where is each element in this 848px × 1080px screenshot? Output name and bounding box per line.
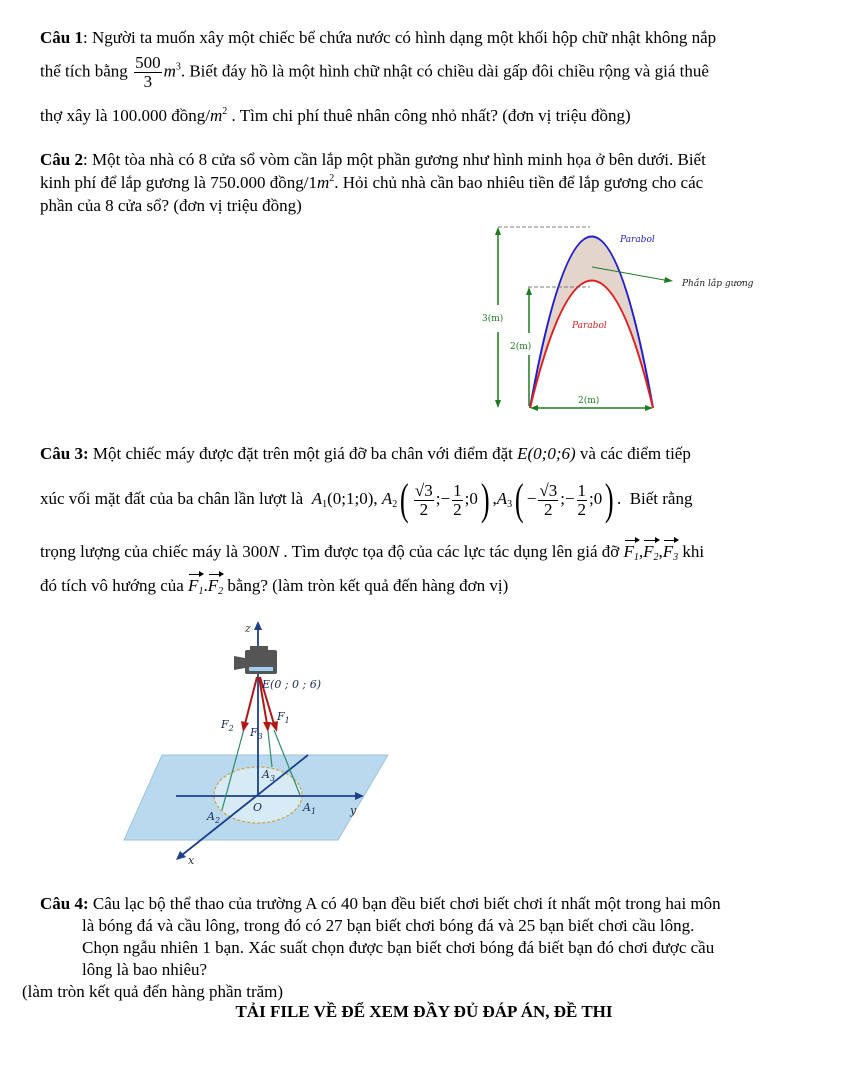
- vector-f1: [624, 542, 639, 562]
- download-banner: [0, 1002, 848, 1022]
- q3-text-3c: khi: [678, 542, 705, 561]
- q2-label: Câu 2: [40, 150, 83, 169]
- vector-symbol: F: [623, 542, 634, 561]
- q3-text-1b: và các điểm tiếp: [575, 444, 691, 463]
- separator: ;: [435, 488, 441, 508]
- q4-line-4: [82, 960, 207, 980]
- origin-label: O: [253, 801, 263, 814]
- fraction-denominator: 2: [577, 499, 587, 519]
- outer-parabola-label: Parabol: [620, 235, 655, 245]
- x-axis-label: x: [188, 854, 195, 867]
- q3-text-3a: trọng lượng của chiếc máy là 300: [40, 542, 268, 561]
- minus-sign: −: [440, 488, 451, 508]
- fraction-numerator: 1: [453, 480, 462, 500]
- vector-f3: [663, 542, 678, 562]
- point-a2: A: [381, 488, 393, 508]
- q4-text-3: Chọn ngẫu nhiên 1 bạn. Xác suất chọn được bạn biết chơi bóng đá biết bạn đó chơi được cầu: [82, 938, 715, 957]
- arrow-up-icon: [495, 227, 501, 235]
- q2-line-1: [40, 150, 706, 170]
- separator: ;: [589, 488, 594, 508]
- area-exponent: 2: [222, 106, 228, 117]
- point-e: E(0;0;6): [517, 444, 576, 463]
- q3-line-1: [40, 444, 691, 464]
- machine-camera-icon: [234, 646, 277, 674]
- vector-symbol: F: [188, 576, 199, 595]
- separator: ;: [560, 488, 565, 508]
- point-a1: A: [311, 488, 323, 508]
- download-text: TẢI FILE VỀ ĐỂ XEM ĐẦY ĐỦ ĐÁP ÁN, ĐỀ THI: [235, 1002, 613, 1021]
- inner-parabola: [530, 281, 653, 409]
- q1-text-2a: thể tích bằng: [40, 61, 128, 81]
- q2-area-exponent: 2: [329, 173, 335, 184]
- q4-label: Câu 4:: [40, 894, 89, 913]
- q4-text-2: là bóng đá và cầu lông, trong đó có 27 bạn biết chơi bóng đá và 25 bạn biết chơi cầu lông.: [82, 916, 695, 935]
- arch-window-figure: [470, 215, 790, 415]
- q1-text-3a: thợ xây là 100.000 đồng/: [40, 106, 210, 125]
- q4-line-1: [40, 894, 721, 914]
- q2-line-2: [40, 173, 703, 193]
- a3-subscript: 3: [507, 498, 513, 510]
- f3-label: $F_3$: [250, 726, 263, 741]
- vector-symbol: F: [643, 542, 654, 561]
- q3-text-2b: Biết rằng: [629, 488, 693, 508]
- force-f2-arrow-icon: [241, 721, 249, 732]
- q3-text-3b: . Tìm được tọa độ của các lực tác dụng lên giá đỡ: [279, 542, 624, 561]
- q2-area-unit: m: [316, 173, 330, 192]
- a2-y-fraction: [452, 482, 463, 519]
- vector-symbol: F: [207, 576, 219, 595]
- q2-text-3: phần của 8 cửa sổ? (đơn vị triệu đồng): [40, 196, 302, 215]
- q1-line-2: [40, 54, 709, 91]
- vector-f1: [188, 576, 203, 596]
- a3-z: 0: [593, 488, 603, 508]
- fraction-denominator: 3: [143, 72, 153, 91]
- vector-subscript: 3: [673, 552, 679, 563]
- q2-line-3: [40, 196, 302, 216]
- inner-height-label: 2(m): [510, 342, 532, 352]
- q3-line-4: đó tích vô hướng của $F_1.F_2$ bằng? (làm tròn kết quả đến hàng đơn vị): [40, 576, 509, 597]
- point-a3: A: [496, 488, 508, 508]
- z-axis-label: z: [245, 622, 251, 635]
- q3-text-4b: bằng? (làm tròn kết quả đến hàng đơn vị): [223, 576, 509, 595]
- y-axis-label: y: [350, 804, 357, 817]
- vector-f2: [643, 542, 658, 562]
- q1-text-1: : Người ta muốn xây một chiếc bể chứa nước có hình dạng một khối hộp chữ nhật không nắp: [82, 28, 717, 47]
- volume-exponent: 3: [175, 61, 181, 73]
- fraction-denominator: 2: [544, 499, 553, 519]
- a2-x-fraction: [414, 482, 434, 519]
- q3-line-3: trọng lượng của chiếc máy là 300N . Tìm được tọa độ của các lực tác dụng lên giá đỡ $F_1,F_2,F_3$ khi: [40, 542, 705, 563]
- q4-text-4: lông là bao nhiêu?: [82, 960, 208, 979]
- arrow-up-icon: [526, 287, 532, 295]
- a2-subscript: 2: [392, 498, 398, 510]
- paren-close: ): [605, 475, 615, 524]
- q3-line-2: xúc vối mặt đất của ba chân lần lượt là $A_1(0;1;0)$, $A_2$( $\frac{√3}{2}$ ;− $\frac{1}{2}$ ;0) $,A_3$( − $\frac{√3}{2}$ ;− $\frac{1}{2}$ ;0) . Biết rằng: [40, 475, 693, 524]
- arrow-right-icon: [664, 277, 673, 283]
- q4-text-1: Câu lạc bộ thể thao của trường A có 40 bạn đều biết chơi biết chơi ít nhất một trong hai môn: [88, 894, 721, 913]
- q2-text-2b: . Hỏi chủ nhà cần bao nhiêu tiền để lắp gương cho các: [334, 173, 704, 192]
- minus-sign: −: [526, 488, 537, 508]
- z-axis-arrow-icon: [254, 621, 262, 630]
- q4-line-5: [22, 982, 283, 1002]
- vector-symbol: F: [662, 542, 674, 561]
- fraction-numerator: √3: [414, 480, 433, 500]
- paren-open: (: [515, 475, 524, 524]
- q3-text-1a: Một chiếc máy được đặt trên một giá đỡ ba chân với điểm đặt: [88, 444, 518, 463]
- q3-text-4a: đó tích vô hướng của: [40, 576, 189, 595]
- fraction-denominator: 2: [453, 499, 462, 519]
- volume-fraction: [134, 54, 162, 91]
- a2-z: 0: [469, 488, 478, 508]
- force-f2: [245, 677, 257, 724]
- base-width-label: 2(m): [578, 396, 600, 406]
- mirror-label: Phần lắp gương: [682, 279, 754, 289]
- a1-label: $A_1$: [303, 801, 317, 816]
- separator: ;: [464, 488, 470, 508]
- fraction-numerator: 500: [135, 53, 161, 72]
- fraction-denominator: 2: [419, 499, 429, 519]
- f1-label: $F_1$: [277, 710, 290, 725]
- q1-line-3: [40, 106, 631, 126]
- q4-line-3: [82, 938, 714, 958]
- q4-text-5: (làm tròn kết quả đến hàng phần trăm): [22, 982, 284, 1001]
- a1-coords: (0;1;0),: [327, 488, 378, 508]
- inner-parabola-label: Parabol: [572, 321, 607, 331]
- tripod-3d-figure: [110, 610, 390, 870]
- a1-subscript: 1: [322, 498, 328, 510]
- fraction-numerator: √3: [539, 480, 558, 500]
- fraction-numerator: 1: [577, 480, 587, 500]
- force-f3-arrow-icon: [263, 722, 271, 732]
- area-unit: m: [210, 106, 223, 125]
- f2-label: $F_2$: [221, 718, 234, 733]
- vector-subscript: 1: [198, 586, 204, 597]
- q4-line-2: [82, 916, 694, 936]
- vector-subscript: 2: [653, 552, 659, 563]
- q3-text-2a: xúc vối mặt đất của ba chân lần lượt là: [40, 488, 304, 508]
- vector-subscript: 2: [218, 586, 224, 597]
- volume-unit: m: [163, 61, 176, 81]
- q1-line-1: [40, 28, 716, 48]
- arrow-down-icon: [495, 400, 501, 408]
- a3-y-fraction: [577, 482, 588, 519]
- vector-subscript: 1: [633, 552, 639, 563]
- outer-height-label: 3(m): [482, 314, 504, 324]
- paren-open: (: [400, 475, 409, 524]
- vector-f2: [208, 576, 223, 596]
- q1-label: Câu 1: [40, 28, 83, 47]
- q2-text-1: : Một tòa nhà có 8 cửa sổ vòm cần lắp một phần gương như hình minh họa ở bên dưới. Biết: [82, 150, 706, 169]
- q3-label: Câu 3:: [40, 444, 89, 463]
- a3-x-fraction: [538, 482, 558, 519]
- a3-label: $A_3$: [262, 768, 276, 783]
- q1-text-2b: . Biết đáy hồ là một hình chữ nhật có chiều dài gấp đôi chiều rộng và giá thuê: [180, 61, 709, 81]
- point-e-label: E(0 ; 0 ; 6): [262, 678, 322, 691]
- q2-text-2a: kinh phí để lắp gương là 750.000 đồng/1: [40, 173, 317, 192]
- a2-label: $A_2$: [207, 810, 221, 825]
- paren-close: ): [480, 475, 490, 524]
- minus-sign: −: [564, 488, 575, 508]
- q1-text-3b: . Tìm chi phí thuê nhân công nhỏ nhất? (đơn vị triệu đồng): [227, 106, 631, 125]
- newton-unit: N: [267, 542, 280, 561]
